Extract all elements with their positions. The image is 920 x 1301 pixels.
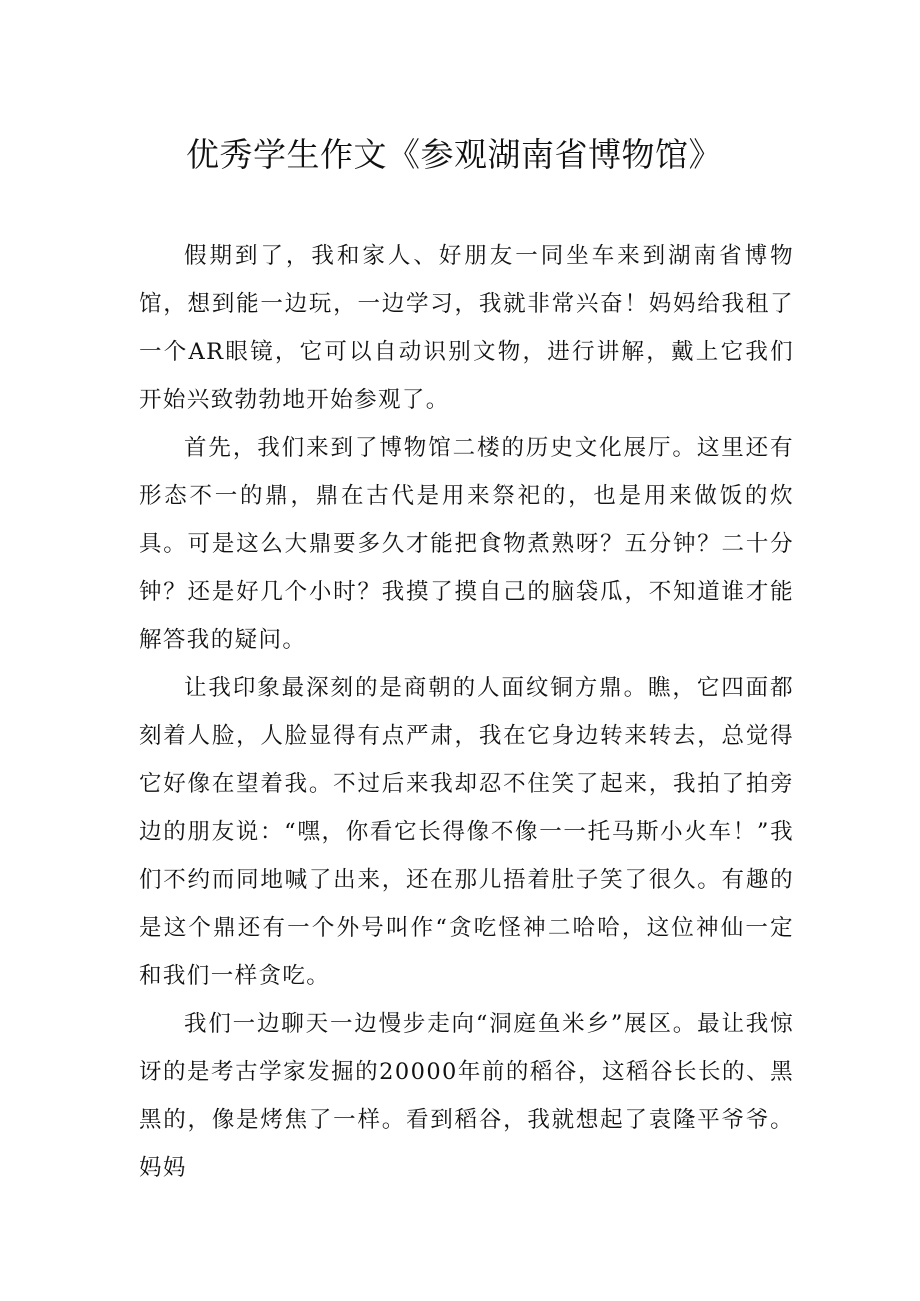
- paragraph-3: 让我印象最深刻的是商朝的人面纹铜方鼎。瞧，它四面都刻着人脸，人脸显得有点严肃，我在它身边转来转去，总觉得它好像在望着我。不过后来我却忍不住笑了起来，我拍了拍旁边的朋友说：“嘿，你看它长得像不像一一托马斯小火车！”我们不约而同地喊了出来，还在那儿捂着肚子笑了很久。有趣的是这个鼎还有一个外号叫作“贪吃怪神二哈哈，这位神仙一定和我们一样贪吃。: [139, 675, 794, 989]
- paragraph-2: 首先，我们来到了博物馆二楼的历史文化展厅。这里还有形态不一的鼎，鼎在古代是用来祭祀的，也是用来做饭的炊具。可是这么大鼎要多久才能把食物煮熟呀？五分钟？二十分钟？还是好几个小时？我摸了摸自己的脑袋瓜，不知道谁才能解答我的疑问。: [139, 435, 794, 653]
- document-title: 优秀学生作文《参观湖南省博物馆》: [186, 135, 722, 174]
- paragraph-4: 我们一边聊天一边慢步走向“洞庭鱼米乡”展区。最让我惊讶的是考古学家发掘的20000年前的稻谷，这稻谷长长的、黑黑的，像是烤焦了一样。看到稻谷，我就想起了袁隆平爷爷。妈妈: [139, 1011, 794, 1181]
- paragraph-1: 假期到了，我和家人、好朋友一同坐车来到湖南省博物馆，想到能一边玩，一边学习，我就非常兴奋！妈妈给我租了一个AR眼镜，它可以自动识别文物，进行讲解，戴上它我们开始兴致勃勃地开始参观了。: [139, 243, 794, 413]
- document-body: [139, 232, 794, 1192]
